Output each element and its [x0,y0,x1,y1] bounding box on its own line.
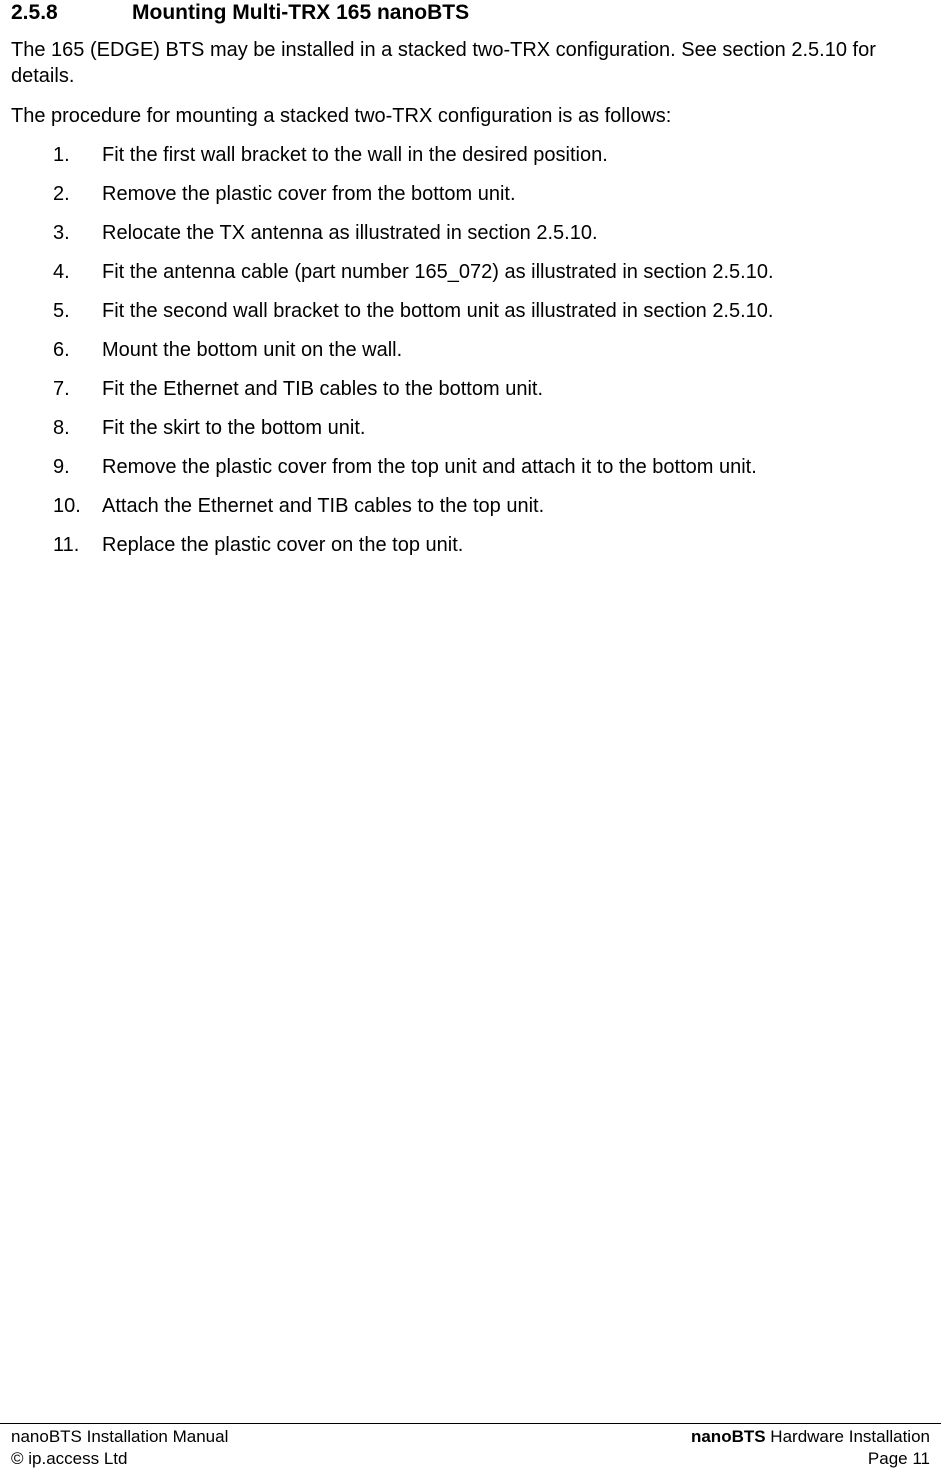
step-item [0,298,941,337]
step-item [0,415,941,454]
step-number: 8. [53,417,70,439]
step-number: 10. [53,495,81,517]
procedure-steps [0,142,941,571]
section-title: Mounting Multi-TRX 165 nanoBTS [132,1,470,24]
step-text: Fit the antenna cable (part number 165_072) as illustrated in section 2.5.10. [102,261,774,283]
step-number: 1. [53,144,70,166]
footer-page-number: Page 11 [867,1449,930,1468]
step-item [0,181,941,220]
step-item [0,259,941,298]
procedure-intro: The procedure for mounting a stacked two-TRX configuration is as follows: [11,105,672,127]
step-item [0,220,941,259]
step-number: 6. [53,339,70,361]
step-text: Attach the Ethernet and TIB cables to the top unit. [102,495,545,517]
step-number: 4. [53,261,70,283]
step-text: Fit the skirt to the bottom unit. [102,417,366,439]
footer-chapter [691,1426,930,1448]
step-number: 2. [53,183,70,205]
step-item [0,337,941,376]
footer-chapter-rest: Hardware Installation [765,1427,930,1446]
step-text: Fit the Ethernet and TIB cables to the bottom unit. [102,378,543,400]
step-text: Replace the plastic cover on the top unit. [102,534,464,556]
step-number: 3. [53,222,70,244]
step-number: 11. [53,534,80,556]
section-heading [11,0,469,26]
step-text: Remove the plastic cover from the top unit and attach it to the bottom unit. [102,456,757,478]
section-number: 2.5.8 [11,1,58,24]
intro-paragraph: The 165 (EDGE) BTS may be installed in a stacked two-TRX configuration. See section 2.5.10 for details. [11,39,876,87]
step-text: Mount the bottom unit on the wall. [102,339,403,361]
step-item [0,493,941,532]
step-item [0,142,941,181]
step-number: 7. [53,378,70,400]
footer-manual-title: nanoBTS Installation Manual [11,1427,229,1446]
step-text: Relocate the TX antenna as illustrated in section 2.5.10. [102,222,598,244]
footer-copyright: © ip.access Ltd [11,1449,128,1468]
step-text: Remove the plastic cover from the bottom unit. [102,183,516,205]
step-number: 9. [53,456,70,478]
step-text: Fit the first wall bracket to the wall in the desired position. [102,144,608,166]
step-item [0,454,941,493]
step-item [0,376,941,415]
footer-chapter-product: nanoBTS [690,1427,766,1446]
footer-divider [0,1423,941,1424]
step-text: Fit the second wall bracket to the bottom unit as illustrated in section 2.5.10. [102,300,774,322]
step-item [0,532,941,571]
step-number: 5. [53,300,70,322]
